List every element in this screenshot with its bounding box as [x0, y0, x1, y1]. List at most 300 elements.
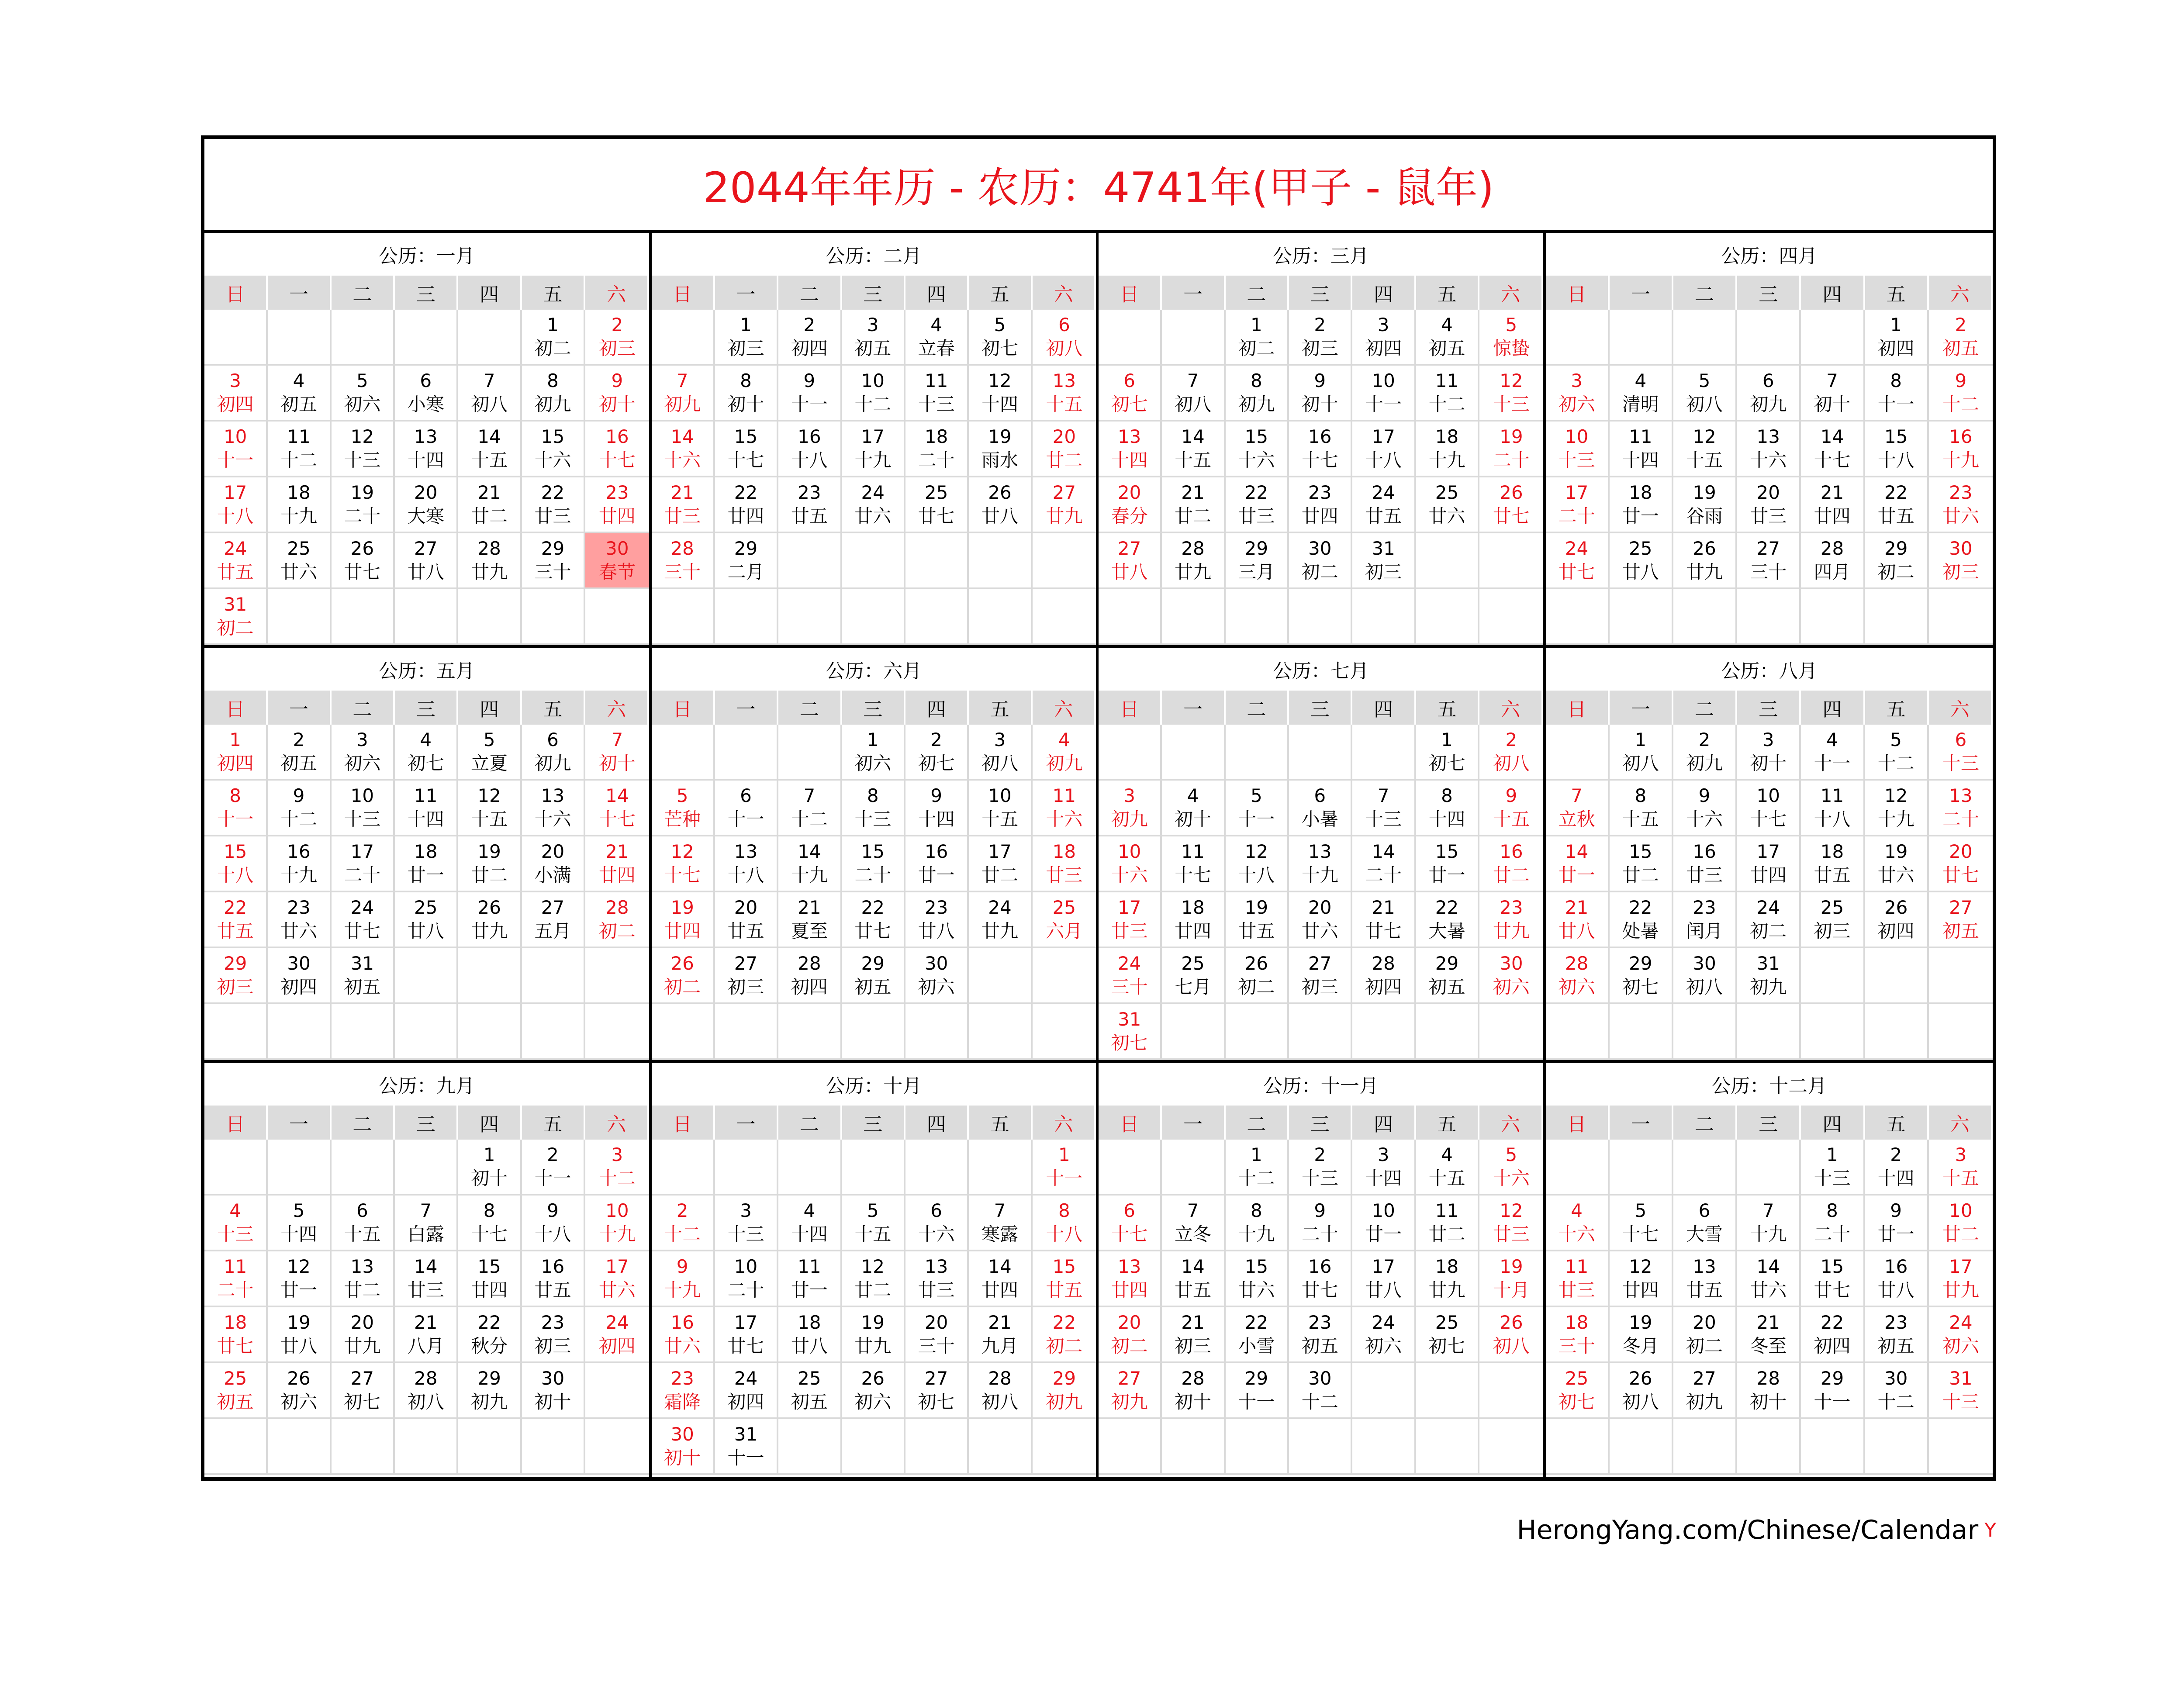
day-number: 12 — [287, 1256, 311, 1277]
lunar-date: 廿四 — [1175, 920, 1212, 942]
month-header: 公历：六月 — [826, 660, 922, 682]
weekday-label: 日 — [1546, 691, 1610, 725]
lunar-date: 十三 — [1814, 1168, 1851, 1189]
lunar-date: 初十 — [471, 1168, 508, 1189]
day-cell — [1479, 892, 1543, 948]
weekday-label: 日 — [204, 1106, 268, 1140]
weekday-header-row — [1099, 276, 1543, 310]
week-row — [204, 1140, 649, 1195]
weekday-label: 六 — [1929, 276, 1993, 310]
day-number: 13 — [541, 785, 565, 806]
day-number: 27 — [1117, 538, 1141, 559]
day-cell — [458, 836, 522, 892]
weekday-label: 六 — [585, 276, 649, 310]
lunar-date: 初四 — [598, 1335, 636, 1357]
lunar-date: 十五 — [1686, 449, 1723, 471]
lunar-date: 十五 — [1428, 1168, 1465, 1189]
day-cell — [1479, 1195, 1543, 1251]
day-number: 9 — [1314, 1200, 1326, 1221]
day-number: 16 — [1884, 1256, 1908, 1277]
lunar-date: 廿二 — [1175, 505, 1212, 527]
day-number: 10 — [223, 426, 247, 447]
day-cell — [1929, 366, 1993, 422]
day-number: 2 — [1314, 1144, 1326, 1165]
empty-cell — [1929, 1419, 1993, 1475]
weekday-header-row — [652, 1106, 1096, 1140]
day-cell — [1610, 477, 1673, 533]
lunar-date: 大寒 — [407, 505, 444, 527]
day-number: 3 — [1123, 785, 1136, 806]
day-cell — [204, 781, 268, 836]
day-number: 25 — [1629, 538, 1652, 559]
empty-cell — [1801, 589, 1865, 645]
lunar-date: 十五 — [854, 1223, 892, 1245]
day-number: 1 — [547, 314, 559, 335]
day-cell — [715, 1195, 778, 1251]
lunar-date: 初三 — [217, 976, 254, 998]
lunar-date: 廿四 — [471, 1279, 508, 1301]
day-number: 16 — [287, 841, 311, 862]
weekday-label: 日 — [1099, 691, 1162, 725]
day-cell — [458, 1140, 522, 1195]
lunar-date: 九月 — [981, 1335, 1018, 1357]
day-cell — [969, 366, 1032, 422]
month-block — [1099, 1063, 1546, 1477]
empty-cell — [842, 1140, 905, 1195]
weekday-label: 三 — [1737, 276, 1801, 310]
weekday-label: 六 — [585, 691, 649, 725]
month-header: 公历：十一月 — [1263, 1075, 1379, 1097]
lunar-date: 十六 — [534, 449, 571, 471]
month-header: 公历：七月 — [1272, 660, 1369, 682]
day-number: 9 — [547, 1200, 559, 1221]
lunar-date: 初三 — [1301, 338, 1338, 359]
day-cell — [1416, 1195, 1479, 1251]
day-number: 21 — [605, 841, 629, 862]
lunar-date: 廿六 — [280, 920, 318, 942]
day-cell — [842, 1251, 905, 1307]
lunar-date: 廿五 — [1686, 1279, 1723, 1301]
empty-cell — [1737, 1004, 1801, 1060]
week-row — [652, 836, 1096, 892]
day-number: 19 — [1244, 897, 1268, 918]
week-row — [1099, 781, 1543, 836]
day-number: 28 — [605, 897, 629, 918]
lunar-date: 廿九 — [1493, 920, 1530, 942]
day-cell — [1737, 781, 1801, 836]
day-number: 11 — [1629, 426, 1652, 447]
day-number: 25 — [1435, 482, 1459, 503]
lunar-date: 廿一 — [1558, 864, 1595, 886]
lunar-date: 初二 — [598, 920, 636, 942]
day-cell — [842, 836, 905, 892]
day-number: 4 — [420, 729, 432, 750]
lunar-date: 初九 — [1750, 394, 1787, 415]
lunar-date: 廿四 — [598, 505, 636, 527]
day-cell — [522, 836, 585, 892]
day-cell — [1289, 948, 1352, 1004]
week-row — [652, 1419, 1096, 1475]
day-cell — [332, 477, 395, 533]
day-cell — [842, 1363, 905, 1419]
lunar-date: 十七 — [471, 1223, 508, 1245]
day-number: 4 — [293, 370, 305, 391]
lunar-date: 十八 — [217, 864, 254, 886]
day-number: 8 — [1635, 785, 1647, 806]
lunar-date: 廿一 — [918, 864, 955, 886]
day-number: 9 — [676, 1256, 688, 1277]
empty-cell — [1352, 589, 1416, 645]
day-number: 20 — [1052, 426, 1076, 447]
day-cell — [1226, 366, 1289, 422]
day-number: 6 — [547, 729, 559, 750]
lunar-date: 十三 — [1365, 808, 1402, 830]
lunar-date: 初三 — [727, 338, 764, 359]
day-number: 21 — [477, 482, 501, 503]
day-number: 3 — [740, 1200, 752, 1221]
day-cell — [1801, 533, 1865, 589]
empty-cell — [969, 1004, 1032, 1060]
day-number: 3 — [1955, 1144, 1967, 1165]
day-number: 8 — [1251, 370, 1262, 391]
day-cell — [1801, 1363, 1865, 1419]
day-number: 17 — [1949, 1256, 1973, 1277]
day-cell — [778, 948, 842, 1004]
day-cell — [1546, 477, 1610, 533]
day-cell — [715, 1251, 778, 1307]
weekday-label: 四 — [905, 1106, 969, 1140]
day-cell — [1801, 1195, 1865, 1251]
day-number: 15 — [1629, 841, 1652, 862]
day-cell — [585, 533, 649, 589]
week-row — [1099, 310, 1543, 366]
day-cell — [778, 1363, 842, 1419]
weekday-label: 三 — [1737, 691, 1801, 725]
lunar-date: 廿八 — [1558, 920, 1595, 942]
lunar-date: 初七 — [344, 1391, 381, 1413]
lunar-date: 初四 — [217, 394, 254, 415]
lunar-date: 廿一 — [280, 1279, 318, 1301]
day-number: 31 — [734, 1424, 758, 1445]
day-number: 17 — [1372, 426, 1395, 447]
day-cell — [1033, 366, 1096, 422]
empty-cell — [395, 948, 458, 1004]
weekday-label: 五 — [969, 276, 1032, 310]
lunar-date: 初七 — [1428, 753, 1465, 774]
empty-cell — [1226, 1004, 1289, 1060]
empty-cell — [905, 1419, 969, 1475]
lunar-date: 十六 — [534, 808, 571, 830]
day-cell — [332, 836, 395, 892]
day-cell — [1289, 892, 1352, 948]
day-number: 1 — [1890, 314, 1902, 335]
month-block — [652, 233, 1099, 648]
lunar-date: 初九 — [1111, 808, 1148, 830]
day-number: 26 — [477, 897, 501, 918]
empty-cell — [778, 1419, 842, 1475]
day-number: 14 — [1181, 1256, 1205, 1277]
lunar-date: 廿一 — [1877, 1223, 1914, 1245]
day-cell — [652, 1307, 715, 1363]
day-cell — [1289, 1195, 1352, 1251]
lunar-date: 二十 — [918, 449, 955, 471]
day-number: 31 — [1756, 953, 1780, 974]
weekday-header-row — [204, 691, 649, 725]
week-row — [204, 781, 649, 836]
lunar-date: 廿七 — [918, 505, 955, 527]
day-number: 8 — [1826, 1200, 1838, 1221]
day-number: 5 — [1505, 314, 1517, 335]
lunar-date: 初九 — [534, 753, 571, 774]
empty-cell — [1352, 1004, 1416, 1060]
lunar-date: 十九 — [1238, 1223, 1275, 1245]
day-cell — [905, 310, 969, 366]
day-number: 5 — [1890, 729, 1902, 750]
day-cell — [1416, 725, 1479, 781]
lunar-date: 廿八 — [1365, 1279, 1402, 1301]
lunar-date: 十七 — [1301, 449, 1338, 471]
lunar-date: 十三 — [854, 808, 892, 830]
lunar-date: 廿二 — [1046, 449, 1083, 471]
day-number: 21 — [1181, 482, 1205, 503]
lunar-date: 初三 — [727, 976, 764, 998]
day-number: 12 — [1629, 1256, 1652, 1277]
month-header: 公历：九月 — [378, 1075, 475, 1097]
day-number: 23 — [1884, 1312, 1908, 1333]
day-cell — [522, 725, 585, 781]
empty-cell — [1033, 1419, 1096, 1475]
day-number: 4 — [1635, 370, 1647, 391]
lunar-date: 二十 — [1558, 505, 1595, 527]
day-number: 25 — [924, 482, 948, 503]
lunar-date: 初八 — [1493, 1335, 1530, 1357]
day-cell — [1099, 422, 1162, 477]
empty-cell — [715, 1140, 778, 1195]
day-number: 1 — [1441, 729, 1453, 750]
week-row — [1099, 725, 1543, 781]
day-cell — [1673, 1363, 1737, 1419]
lunar-date: 廿一 — [791, 1279, 828, 1301]
week-row — [652, 589, 1096, 645]
lunar-date: 初三 — [1814, 920, 1851, 942]
lunar-date: 廿八 — [981, 505, 1018, 527]
lunar-date: 十四 — [1622, 449, 1659, 471]
day-cell — [1226, 533, 1289, 589]
day-cell — [1416, 422, 1479, 477]
empty-cell — [1289, 589, 1352, 645]
day-number: 3 — [867, 314, 879, 335]
empty-cell — [1929, 1004, 1993, 1060]
day-cell — [1929, 892, 1993, 948]
day-cell — [1865, 781, 1929, 836]
day-number: 17 — [350, 841, 374, 862]
day-number: 25 — [1052, 897, 1076, 918]
day-cell — [1673, 477, 1737, 533]
lunar-date: 廿三 — [664, 505, 701, 527]
day-cell — [458, 892, 522, 948]
day-cell — [395, 366, 458, 422]
day-cell — [1416, 477, 1479, 533]
day-cell — [268, 1251, 331, 1307]
day-cell — [1352, 422, 1416, 477]
lunar-date: 廿四 — [1301, 505, 1338, 527]
day-number: 3 — [611, 1144, 623, 1165]
day-number: 14 — [1372, 841, 1395, 862]
lunar-date: 初四 — [791, 976, 828, 998]
lunar-date: 廿六 — [854, 505, 892, 527]
day-number: 22 — [541, 482, 565, 503]
day-cell — [1289, 1251, 1352, 1307]
lunar-date: 廿二 — [1622, 864, 1659, 886]
day-number: 15 — [1244, 1256, 1268, 1277]
day-number: 23 — [1500, 897, 1523, 918]
day-cell — [522, 310, 585, 366]
day-number: 8 — [229, 785, 242, 806]
day-number: 17 — [861, 426, 885, 447]
day-cell — [332, 1363, 395, 1419]
day-cell — [1546, 1195, 1610, 1251]
day-cell — [585, 1140, 649, 1195]
day-number: 15 — [1884, 426, 1908, 447]
day-cell — [204, 725, 268, 781]
day-number: 23 — [1308, 482, 1332, 503]
day-number: 29 — [541, 538, 565, 559]
empty-cell — [1162, 310, 1225, 366]
empty-cell — [458, 1419, 522, 1475]
day-cell — [1929, 533, 1993, 589]
lunar-date: 十五 — [981, 808, 1018, 830]
day-cell — [1099, 533, 1162, 589]
weekday-label: 一 — [1610, 691, 1673, 725]
day-cell — [458, 1363, 522, 1419]
day-number: 8 — [1251, 1200, 1262, 1221]
day-cell — [1352, 892, 1416, 948]
month-header: 公历：八月 — [1721, 660, 1818, 682]
day-number: 30 — [287, 953, 311, 974]
lunar-date: 十三 — [1493, 394, 1530, 415]
day-cell — [1033, 310, 1096, 366]
empty-cell — [1610, 1004, 1673, 1060]
empty-cell — [715, 589, 778, 645]
day-cell — [1737, 366, 1801, 422]
day-cell — [715, 892, 778, 948]
day-cell — [1352, 1307, 1416, 1363]
week-row — [652, 1251, 1096, 1307]
day-cell — [1352, 781, 1416, 836]
day-cell — [969, 1251, 1032, 1307]
day-cell — [842, 477, 905, 533]
day-number: 3 — [1571, 370, 1583, 391]
week-row — [652, 1195, 1096, 1251]
lunar-date: 三十 — [664, 561, 701, 583]
day-cell — [1289, 1363, 1352, 1419]
lunar-date: 初七 — [1622, 976, 1659, 998]
day-cell — [905, 836, 969, 892]
empty-cell — [652, 725, 715, 781]
lunar-date: 春节 — [598, 561, 636, 583]
lunar-date: 十四 — [918, 808, 955, 830]
lunar-date: 初三 — [1175, 1335, 1212, 1357]
day-cell — [1162, 1307, 1225, 1363]
day-cell — [1929, 725, 1993, 781]
week-row — [1099, 1195, 1543, 1251]
day-number: 27 — [1308, 953, 1332, 974]
day-number: 2 — [547, 1144, 559, 1165]
lunar-date: 十月 — [1493, 1279, 1530, 1301]
day-cell — [1673, 366, 1737, 422]
lunar-date: 廿八 — [791, 1335, 828, 1357]
day-cell — [204, 836, 268, 892]
footer-text[interactable]: HerongYang.com/Chinese/Calendar — [1517, 1515, 1979, 1545]
day-number: 24 — [1756, 897, 1780, 918]
day-cell — [1099, 1363, 1162, 1419]
day-cell — [1673, 948, 1737, 1004]
day-number: 12 — [1693, 426, 1716, 447]
week-row — [652, 725, 1096, 781]
day-cell — [1673, 1195, 1737, 1251]
lunar-date: 十九 — [598, 1223, 636, 1245]
day-cell — [268, 781, 331, 836]
day-number: 15 — [477, 1256, 501, 1277]
day-number: 29 — [734, 538, 758, 559]
weekday-label: 一 — [715, 1106, 778, 1140]
empty-cell — [1737, 589, 1801, 645]
weekday-label: 二 — [1673, 276, 1737, 310]
lunar-date: 初六 — [854, 1391, 892, 1413]
lunar-date: 初二 — [1686, 1335, 1723, 1357]
weekday-header-row — [204, 276, 649, 310]
empty-cell — [522, 1004, 585, 1060]
day-cell — [1352, 1251, 1416, 1307]
day-cell — [842, 892, 905, 948]
day-number: 2 — [930, 729, 942, 750]
lunar-date: 十四 — [280, 1223, 318, 1245]
empty-cell — [969, 589, 1032, 645]
lunar-date: 廿三 — [534, 505, 571, 527]
day-number: 12 — [861, 1256, 885, 1277]
month-block — [1099, 233, 1546, 648]
day-number: 18 — [1052, 841, 1076, 862]
day-cell — [652, 1195, 715, 1251]
week-row — [1099, 533, 1543, 589]
lunar-date: 廿五 — [1238, 920, 1275, 942]
day-number: 2 — [1505, 729, 1517, 750]
lunar-date: 十二 — [1877, 753, 1914, 774]
day-number: 16 — [670, 1312, 694, 1333]
empty-cell — [1546, 725, 1610, 781]
lunar-date: 廿一 — [1622, 505, 1659, 527]
day-cell — [332, 422, 395, 477]
day-number: 12 — [1500, 1200, 1523, 1221]
day-number: 30 — [541, 1368, 565, 1389]
lunar-date: 秋分 — [471, 1335, 508, 1357]
lunar-date: 初六 — [344, 394, 381, 415]
day-number: 28 — [1565, 953, 1589, 974]
lunar-date: 廿八 — [1111, 561, 1148, 583]
day-cell — [204, 477, 268, 533]
day-number: 11 — [1181, 841, 1205, 862]
day-cell — [1865, 1307, 1929, 1363]
lunar-date: 初五 — [280, 394, 318, 415]
lunar-date: 十七 — [727, 449, 764, 471]
day-number: 21 — [1756, 1312, 1780, 1333]
day-number: 19 — [287, 1312, 311, 1333]
day-cell — [458, 725, 522, 781]
lunar-date: 初六 — [1493, 976, 1530, 998]
lunar-date: 廿三 — [918, 1279, 955, 1301]
lunar-date: 廿七 — [1493, 505, 1530, 527]
day-cell — [1416, 366, 1479, 422]
